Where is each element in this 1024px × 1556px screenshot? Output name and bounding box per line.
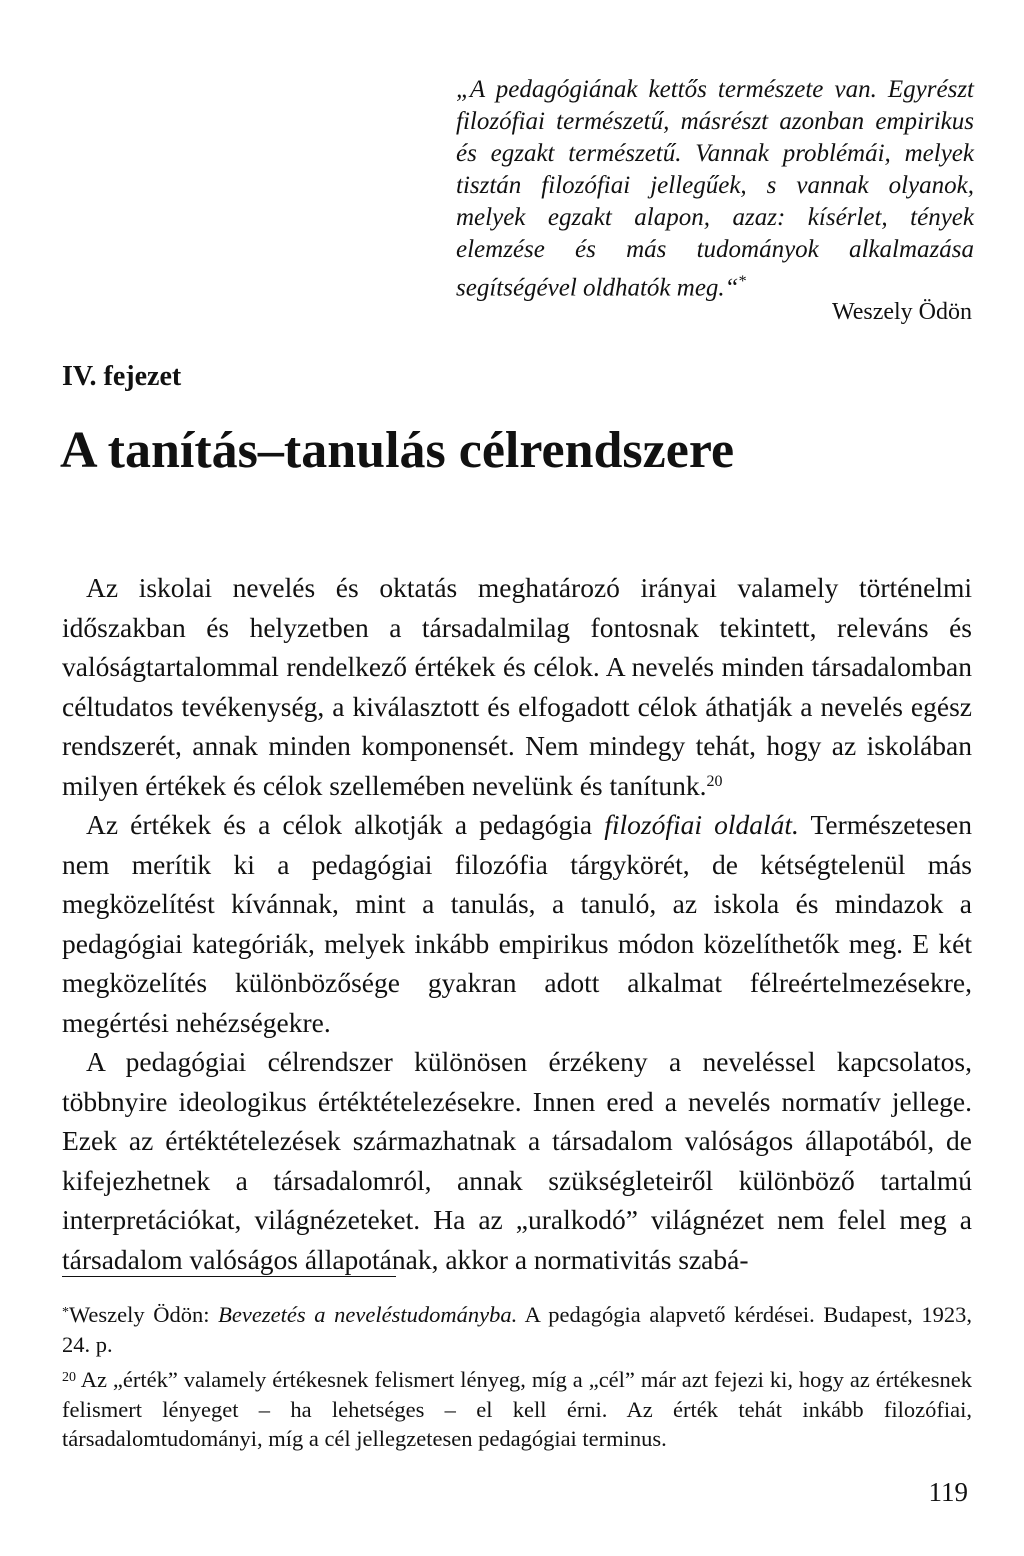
footnote-ref-20: 20 <box>706 772 723 790</box>
paragraph-1 <box>62 568 972 805</box>
footnotes <box>62 1300 972 1460</box>
footnote-20 <box>62 1365 972 1454</box>
paragraph-2-italic: filozófiai oldalát. <box>604 809 799 840</box>
paragraph-1-text: Az iskolai nevelés és oktatás meghatározó irányai valamely történelmi időszakban és helyzetben a társadalmilag fontosnak tekintett, releváns és valóságtartalommal rendelkező értékek és célok. A nevelés minden társadalomban céltudatos tevékenység, a kiválasztott és elfogadott célok áthatják a nevelés egész rendszerét, annak minden komponensét. Nem mindegy tehát, hogy az iskolában milyen értékek és célok szellemében nevelünk és tanítunk. <box>62 572 972 801</box>
footnote-1-rest: A pedagógia alapvető kérdései. Budapest, 1923, 24. p. <box>62 1302 973 1357</box>
footnote-divider <box>62 1276 396 1277</box>
footnote-20-marker: 20 <box>62 1370 76 1385</box>
epigraph-quote <box>456 74 974 304</box>
epigraph-quote-text: „A pedagógiának kettős természete van. Egyrészt filozófiai természetű, másrészt azonban empirikus és egzakt természetű. Vannak problémái, melyek tisztán filozófiai jellegűek, s vannak olyanok, melyek egzakt alapon, azaz: kísérlet, tények elemzése és más tudományok alkalmazása segítségével oldhatók meg.“ <box>456 76 974 302</box>
epigraph-author: Weszely Ödön <box>831 299 972 325</box>
epigraph-footnote-marker: * <box>738 273 747 290</box>
epigraph <box>456 74 974 304</box>
body-text <box>62 568 972 1279</box>
footnote-20-text: Az „érték” valamely értékesnek felismert lényeg, míg a „cél” már azt fejezi ki, hogy az értékesnek felismert lényeget – ha lehetséges – el kell érni. Az érték tehát inkább filozófiai, társadalomtudományi, míg a cél jellegzetesen pedagógiai terminus. <box>62 1367 973 1451</box>
paragraph-2 <box>62 805 972 1042</box>
footnote-1-title: Bevezetés a neveléstudományba. <box>218 1302 518 1327</box>
chapter-label: IV. fejezet <box>62 361 182 392</box>
footnote-1 <box>62 1300 972 1359</box>
footnote-1-author: Weszely Ödön: <box>69 1302 219 1327</box>
chapter-title: A tanítás–tanulás célrendszere <box>60 422 735 479</box>
footnote-1-marker: * <box>62 1305 69 1320</box>
paragraph-3: A pedagógiai célrendszer különösen érzékeny a neveléssel kapcsolatos, többnyire ideologikus értéktételezésekre. Innen ered a nevelés normatív jellege. Ezek az értéktételezések származhatnak a társadalom valóságos állapotából, de kifejezhetnek a társadalomról, annak szükségleteiről különböző tartalmú interpretációkat, világnézeteket. Ha az „uralkodó” világnézet nem felel meg a társadalom valóságos állapotának, akkor a normativitás szabá- <box>62 1046 972 1275</box>
paragraph-2-rest: Természetesen nem merítik ki a pedagógiai filozófia tárgykörét, de kétségtelenül más megközelítést kívánnak, mint a tanulás, a tanuló, az iskola és mindazok a pedagógiai kategóriák, melyek inkább empirikus módon közelíthetők meg. E két megközelítés különbözősége gyakran adott alkalmat félreértelmezésekre, megértési nehézségekre. <box>62 809 972 1038</box>
paragraph-2-start: Az értékek és a célok alkotják a pedagógia <box>86 809 605 840</box>
page-number: 119 <box>928 1477 968 1507</box>
